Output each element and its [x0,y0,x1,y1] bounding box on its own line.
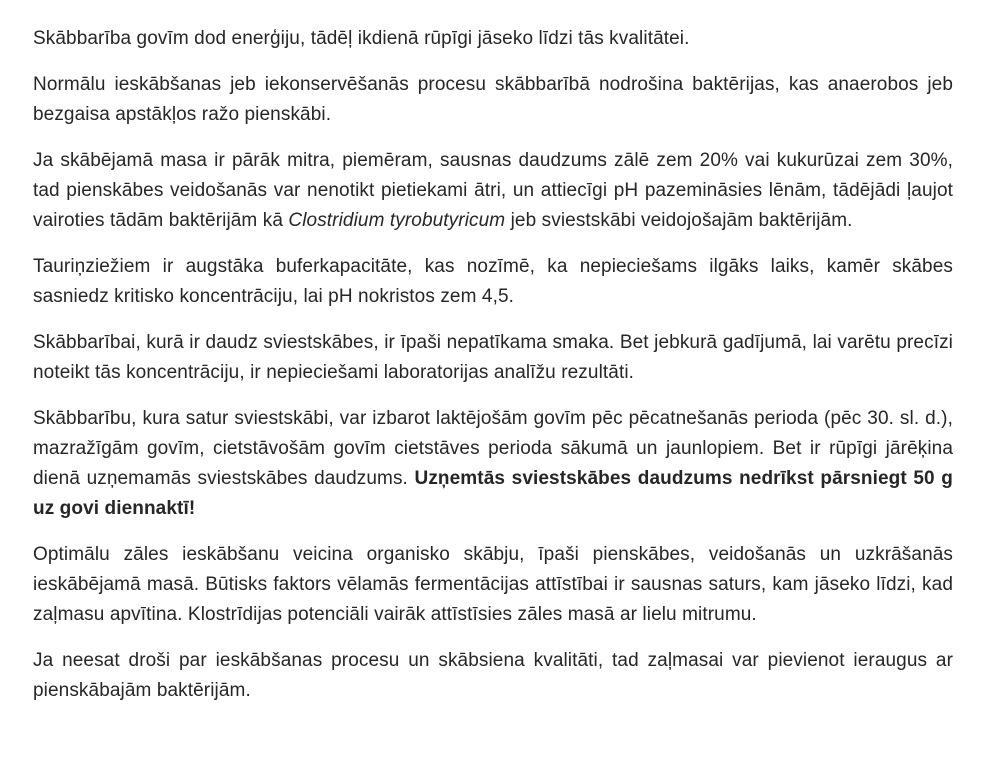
warning-bold-text: Uzņemtās sviestskābes daudzums nedrīkst pārsniegt 50 g uz govi diennaktī! [33,468,953,519]
paragraph-4 [33,252,953,312]
paragraph-3 [33,146,953,236]
text-run: Skābbarība govīm dod enerģiju, tādēļ ikdienā rūpīgi jāseko līdzi tās kvalitātei. [33,28,690,49]
text-run: Ja neesat droši par ieskābšanas procesu un skābsiena kvalitāti, tad zaļmasai var pievienot ieraugus ar pienskābajām baktērijām. [33,650,953,701]
paragraph-2 [33,70,953,130]
species-name-italic: Clostridium tyrobutyricum [288,210,506,231]
paragraph-7 [33,540,953,630]
text-run: Tauriņziežiem ir augstāka buferkapacitāte, kas nozīmē, ka nepieciešams ilgāks laiks, kamēr skābes sasniedz kritisko koncentrāciju, lai pH nokristos zem 4,5. [33,256,953,307]
paragraph-6 [33,404,953,524]
text-run: Optimālu zāles ieskābšanu veicina organisko skābju, īpaši pienskābes, veidošanās un uzkrāšanās ieskābējamā masā. Būtisks faktors vēlamās fermentācijas attīstībai ir sausnas saturs, kam jāseko līdzi, kad zaļmasu apvītina. Klostrīdijas potenciāli vairāk attīstīsies zāles masā ar lielu mitrumu. [33,544,953,625]
paragraph-1 [33,24,953,54]
text-run: Skābbarību, kura satur sviestskābi, var izbarot laktējošām govīm pēc pēcatnešanās perioda (pēc 30. sl. d.), mazražīgām govīm, cietstāvošām govīm cietstāves perioda sākumā un jaunlopiem. Bet ir rūpīgi jārēķina dienā uzņemamās sviestskābes daudzums. [33,408,953,489]
text-run: Ja skābējamā masa ir pārāk mitra, piemēram, sausnas daudzums zālē zem 20% vai kukurūzai zem 30%, tad pienskābes veidošanās var nenotikt pietiekami ātri, un attiecīgi pH pazemināsies lēnām, tādējādi ļaujot vairoties tādām baktērijām kā [33,150,953,231]
paragraph-5 [33,328,953,388]
text-run: jeb sviestskābi veidojošajām baktērijām. [505,210,853,231]
paragraph-8 [33,646,953,706]
text-run: Normālu ieskābšanas jeb iekonservēšanās procesu skābbarībā nodrošina baktērijas, kas anaerobos jeb bezgaisa apstākļos ražo pienskābi. [33,74,953,125]
text-run: Skābbarībai, kurā ir daudz sviestskābes, ir īpaši nepatīkama smaka. Bet jebkurā gadījumā, lai varētu precīzi noteikt tās koncentrāciju, ir nepieciešami laboratorijas analīžu rezultāti. [33,332,953,383]
